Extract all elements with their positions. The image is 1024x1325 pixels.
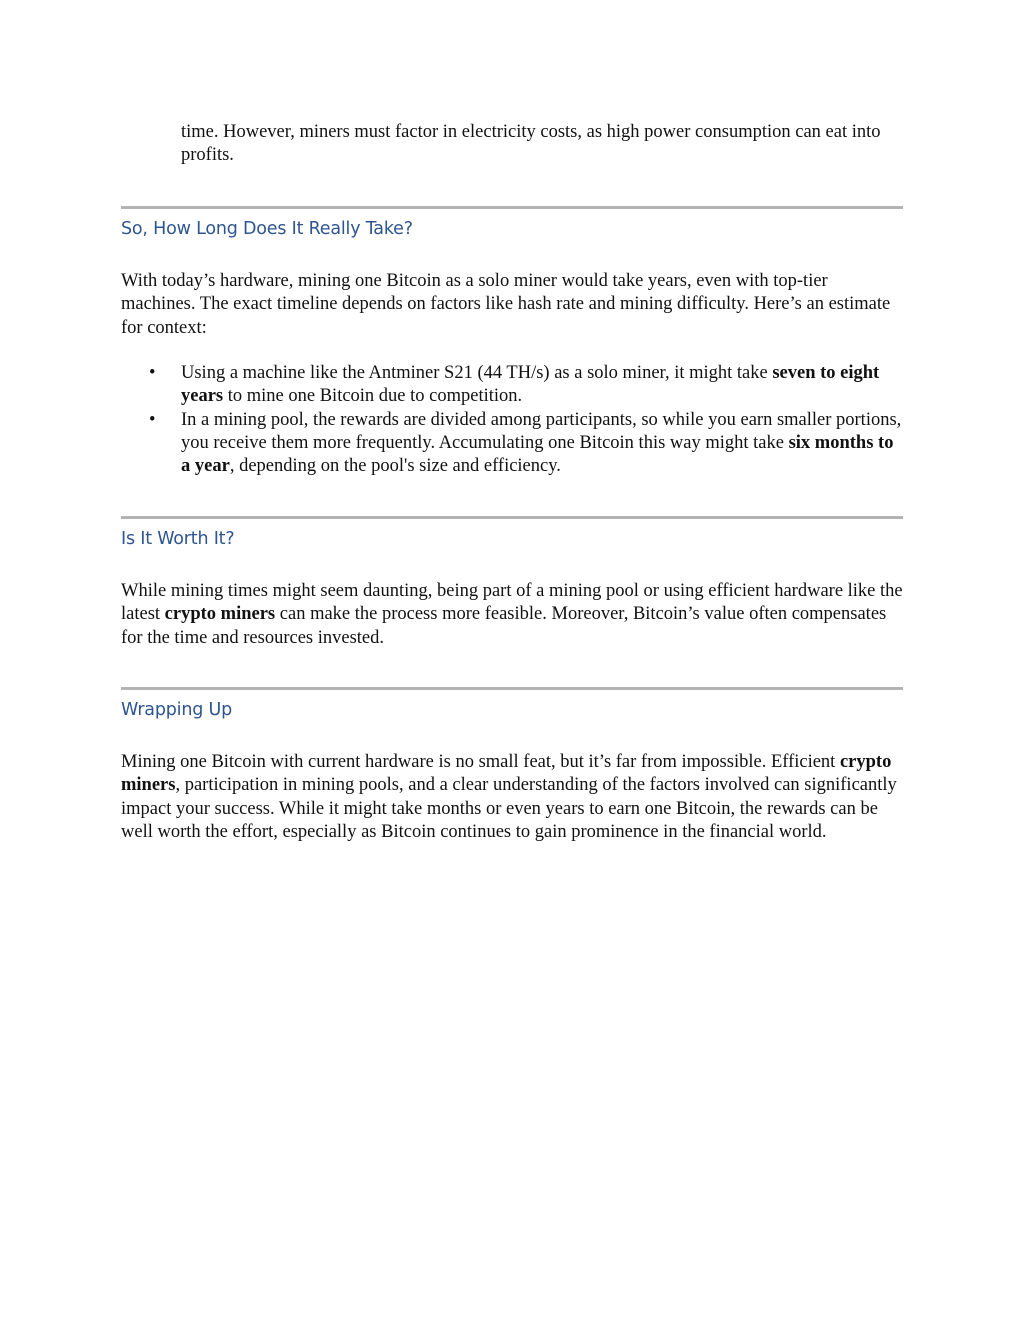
estimate-bullet-list bbox=[121, 362, 903, 478]
list-item: • In a mining pool, the rewards are divided among participants, so while you earn smaller portions, you receive them more frequently. Accumulating one Bitcoin this way might take six months to a year, depending on the pool's size and efficiency. bbox=[149, 409, 902, 477]
section-divider bbox=[121, 516, 903, 519]
bullet-icon: • bbox=[149, 363, 156, 383]
section-divider bbox=[121, 206, 903, 209]
section-paragraph-wrapping-up: Mining one Bitcoin with current hardware is no small feat, but it’s far from impossible. Efficient crypto miners, participation in mining pools, and a clear understanding of the factors involved can significantly impact your success. While it might take months or even years to earn one Bitcoin, the rewards can be well worth the effort, especially as Bitcoin continues to gain prominence in the financial world. bbox=[121, 752, 897, 842]
list-item: • Using a machine like the Antminer S21 (44 TH/s) as a solo miner, it might take seven to eight years to mine one Bitcoin due to competition. bbox=[149, 363, 880, 407]
section-heading-wrapping-up: Wrapping Up bbox=[121, 700, 232, 720]
bullet-icon: • bbox=[149, 409, 156, 430]
bold-text: crypto miners bbox=[164, 604, 276, 625]
section-divider bbox=[121, 687, 903, 690]
bold-text: six months to a year bbox=[181, 432, 894, 477]
section-heading-worth-it: Is It Worth It? bbox=[121, 529, 235, 549]
bold-text: seven to eight years bbox=[181, 363, 880, 407]
section-paragraph-how-long: With today’s hardware, mining one Bitcoin as a solo miner would take years, even with top-tier machines. The exact timeline depends on factors like hash rate and mining difficulty. Here’s an estimate for context: bbox=[121, 271, 891, 338]
bold-text: crypto miners bbox=[121, 752, 892, 796]
section-paragraph-worth-it: While mining times might seem daunting, being part of a mining pool or using efficient hardware like the latest crypto miners can make the process more feasible. Moreover, Bitcoin’s value often compensates for the time and resources invested. bbox=[121, 581, 903, 648]
section-heading-how-long: So, How Long Does It Really Take? bbox=[121, 219, 413, 239]
intro-continuation-paragraph: time. However, miners must factor in electricity costs, as high power consumption can eat into profits. bbox=[181, 122, 881, 166]
